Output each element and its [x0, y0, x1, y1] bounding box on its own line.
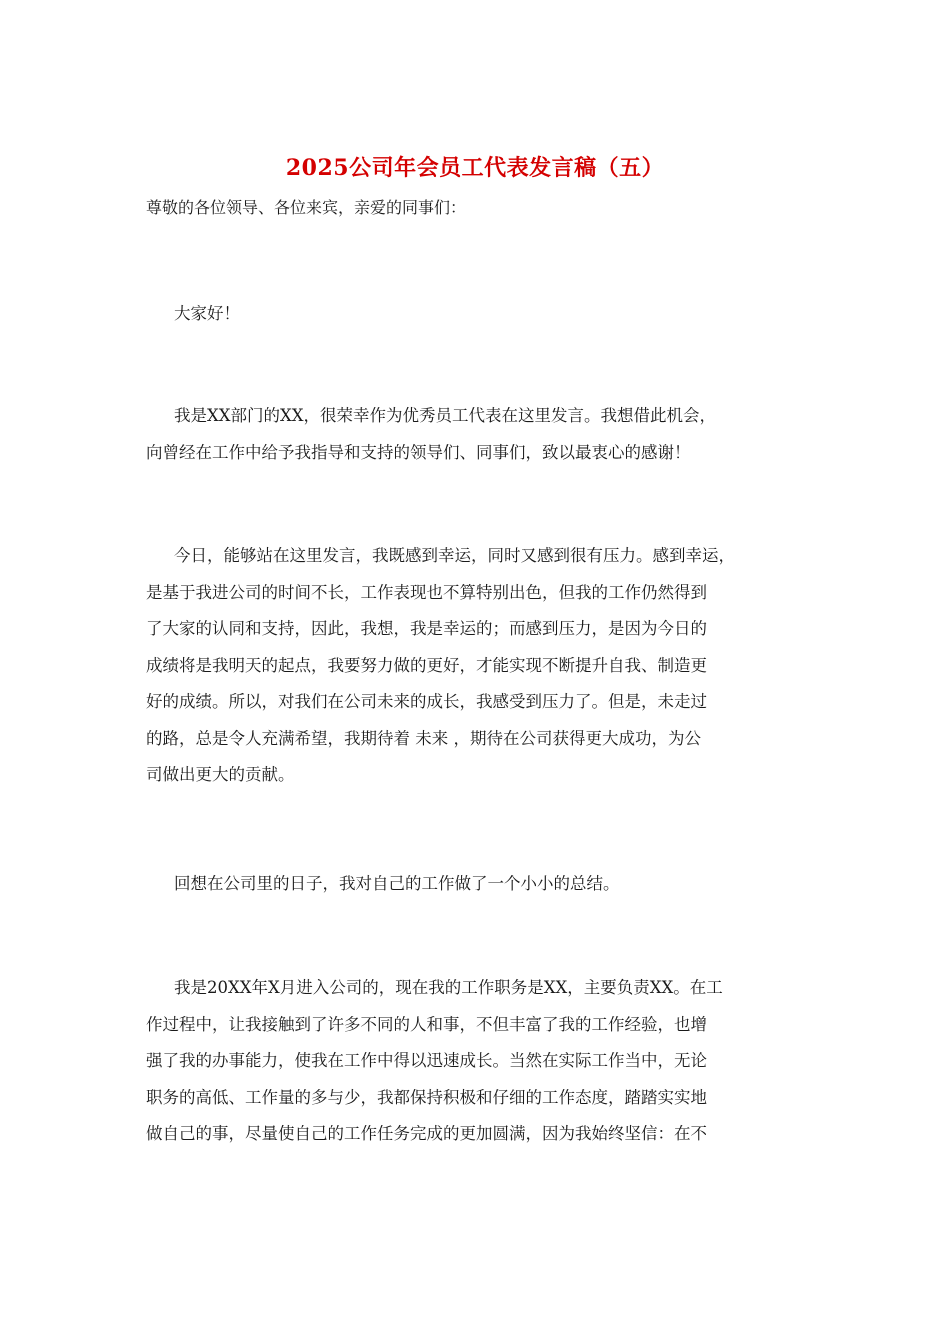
paragraph-work-summary [146, 970, 836, 1153]
paragraph-line: 我是20XX年X月进入公司的，现在我的工作职务是XX，主要负责XX。在工 [174, 978, 723, 997]
salutation: 尊敬的各位领导、各位来宾，亲爱的同事们： [146, 198, 467, 217]
paragraph-introduction [146, 398, 836, 471]
paragraph-summary-intro [146, 866, 836, 903]
paragraph-feelings [146, 538, 836, 794]
paragraph-line: 做自己的事，尽量使自己的工作任务完成的更加圆满，因为我始终坚信：在不 [146, 1124, 707, 1143]
paragraph-line: 强了我的办事能力，使我在工作中得以迅速成长。当然在实际工作当中，无论 [146, 1051, 707, 1070]
paragraph-line: 我是XX部门的XX，很荣幸作为优秀员工代表在这里发言。我想借此机会， [174, 406, 716, 425]
paragraph-line: 大家好！ [174, 304, 240, 323]
paragraph-line: 是基于我进公司的时间不长，工作表现也不算特别出色，但我的工作仍然得到 [146, 582, 707, 602]
paragraph-line: 的路，总是令人充满希望，我期待着 未来 ，期待在公司获得更大成功，为公 [146, 728, 701, 748]
paragraph-line: 司做出更大的贡献。 [146, 765, 295, 784]
document-title: 2025公司年会员工代表发言稿（五） [285, 155, 665, 181]
paragraph-line: 职务的高低、工作量的多与少，我都保持积极和仔细的工作态度，踏踏实实地 [146, 1087, 707, 1107]
paragraph-line: 成绩将是我明天的起点，我要努力做的更好，才能实现不断提升自我、制造更 [146, 655, 707, 675]
paragraph-greeting [146, 296, 836, 333]
paragraph-line: 作过程中，让我接触到了许多不同的人和事，不但丰富了我的工作经验，也增 [146, 1014, 707, 1034]
paragraph-line: 回想在公司里的日子，我对自己的工作做了一个小小的总结。 [174, 874, 620, 893]
paragraph-line: 好的成绩。所以，对我们在公司未来的成长，我感受到压力了。但是，未走过 [146, 692, 707, 711]
paragraph-line: 今日，能够站在这里发言，我既感到幸运，同时又感到很有压力。感到幸运， [174, 546, 735, 565]
paragraph-line: 向曾经在工作中给予我指导和支持的领导们、同事们，致以最衷心的感谢！ [146, 442, 691, 462]
paragraph-line: 了大家的认同和支持，因此，我想，我是幸运的；而感到压力，是因为今日的 [146, 619, 707, 638]
